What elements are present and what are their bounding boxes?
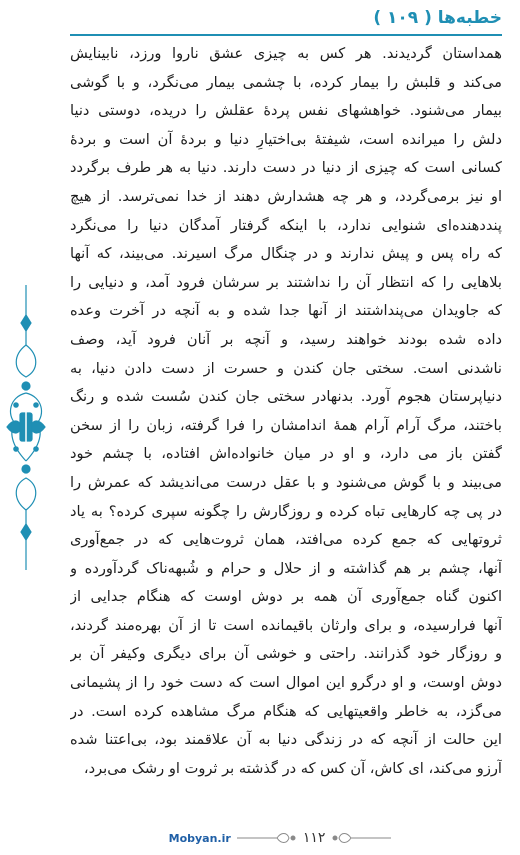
text-line: ناشدنی است. سختی جان کندن و حسرت از دست دادن دنیا، به xyxy=(70,359,502,377)
page-header xyxy=(70,6,502,36)
text-line: که راه پس و پیش ندارند و در چنگال مرگ اسیرند. می‌بیند، که آنها xyxy=(70,245,502,263)
text-line: همداستان گردیدند. هر کس به چیزی عشق ناروا ورزد، نابینایش xyxy=(70,45,502,62)
text-line: آرزو می‌کند، ای کاش، آن کس که در گذشته بر ثروت او رشک می‌برد، xyxy=(83,759,502,777)
text-line: داده شده بودند خواهند رسید، و آنچه بر آنان فرود آید، وصف xyxy=(70,330,502,348)
flourish-divider-icon xyxy=(331,831,391,845)
text-line: این حالت از آنچه که در زندگی دنیا به آن علاقمند بود، بی‌اعتنا شده xyxy=(70,731,502,749)
text-line: او نیز برمی‌گردد، و هر چه هشدارش دهند از خدا نمی‌ترسد. از هیچ xyxy=(70,187,502,205)
text-line: اکنون گناه جمع‌آوری آن همه بر دوش اوست که هنگام جدایی از xyxy=(70,588,502,606)
text-line: آنها، چشم بر هم گذاشته و از حلال و حرام و شُبهه‌ناک گردآورده و xyxy=(70,559,502,577)
site-brand[interactable]: Mobyan.ir xyxy=(168,831,231,845)
page-number: ۱۱۲ xyxy=(302,830,326,846)
text-line: می‌کند و قلبش را بیمار کرده، با چشمی بیمار می‌نگرد، و با گوشی xyxy=(70,73,502,91)
text-line: دلش را میرانده است، شیفتهٔ بی‌اختیارِ دنیا و بردهٔ آن است و بردهٔ xyxy=(70,130,502,148)
page-footer xyxy=(150,827,410,849)
text-line: باختند، مرگ آرام آرام همهٔ اندامشان را فرا گرفته، زبان را از سخن xyxy=(70,416,502,434)
text-line: که جاویدان می‌پنداشتند از آنها جدا شده و به آنچه در آخرت وعده xyxy=(70,302,502,320)
text-line: دوش اوست، و او درگرو این اموال است که دست خود را از پشیمانی xyxy=(70,674,502,692)
sermon-text xyxy=(70,40,502,783)
text-line: گفتن باز می دارد، و او در میان خانواده‌اش افتاده، با چشم خود xyxy=(70,445,502,463)
flourish-divider-icon xyxy=(237,831,297,845)
text-line: بیمار می‌شنود. خواهشهای نفس پردهٔ عقلش را دریده، دوستی دنیا xyxy=(70,102,502,120)
text-line: بلاهایی را که انتظار آن را نداشتند بر سرشان فرود آمد، و دنیایی را xyxy=(70,273,502,291)
arabesque-ornament-icon xyxy=(5,285,47,570)
text-line: در پی چه کارهایی تباه کرده و روزگارش را چگونه سپری کرده؟ به یاد xyxy=(70,502,502,520)
text-line: پند‌دهنده‌ای شنوایی ندارد، با اینکه گرفتار آمدگان دنیا را می‌نگرد xyxy=(70,216,502,234)
text-line: آنها فرارسیده، و برای وارثان باقیمانده است تا از آن بهره‌مند گردند، xyxy=(70,616,502,634)
chapter-title: خطبه‌ها ( ۱۰۹ ) xyxy=(373,8,502,28)
header-rule xyxy=(70,34,502,36)
text-line: ثروتهایی که جمع کرده می‌افتد، همان ثروت‌هایی که در جمع‌آوری xyxy=(70,531,502,549)
text-line: دنیاپرستان هجوم آورد. بدنهادر سختی جان کندن سُست شده و رنگ xyxy=(70,388,502,406)
text-line: می‌بیند و با گوش می‌شنود و با عقل درست می‌اندیشد که عمرش را xyxy=(70,473,502,491)
text-line: و روزگار خود گذرانند. راحتی و خوشی آن برای دیگری وکیفر آن بر xyxy=(70,645,502,663)
text-line: کسانی است که چیزی از دنیا در دست دارند. دنیا به هر طرف برگردد xyxy=(70,159,502,177)
text-line: می‌گزد، به خاطر واقعیتهایی که هنگام مرگ مشاهده کرده است. در xyxy=(70,702,502,720)
